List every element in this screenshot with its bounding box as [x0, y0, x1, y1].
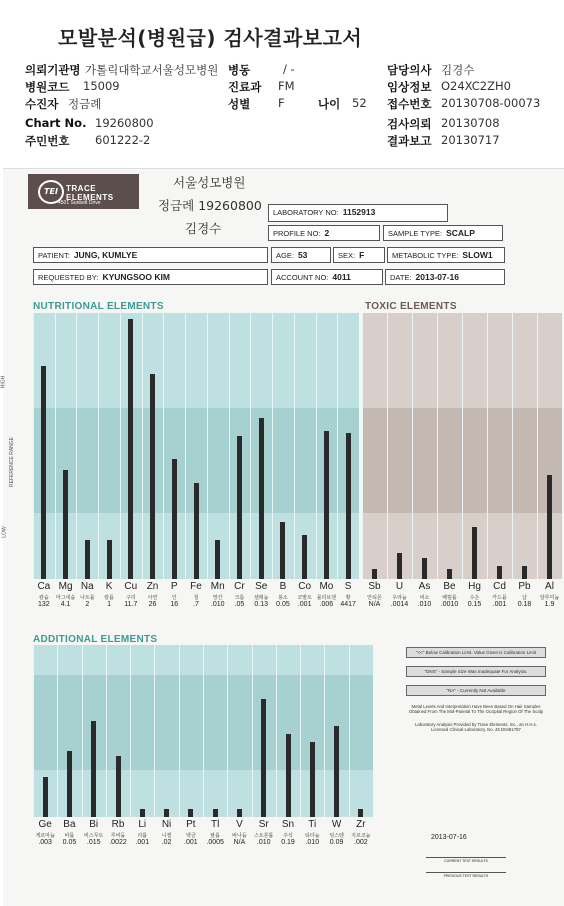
bar-V: [237, 809, 242, 817]
info-key: 진료과: [228, 80, 262, 94]
side-high: HIGH: [0, 375, 7, 389]
bar-Pt: [188, 809, 193, 817]
element-value: 0.15: [467, 601, 482, 608]
info-key: 나이: [318, 97, 341, 111]
element-korean: 우라늄: [392, 595, 407, 601]
element-value: .010: [417, 601, 432, 608]
element-korean: 탈륨: [210, 833, 220, 839]
element-korean: 안티몬: [367, 595, 382, 601]
element-label: K: [105, 581, 113, 592]
info-value: 52: [352, 96, 367, 110]
element-value: .003: [38, 839, 52, 846]
element-label: Ti: [308, 819, 317, 830]
element-value: 132: [38, 601, 50, 608]
info-key: 결과보고: [387, 134, 432, 148]
element-label: Cd: [493, 581, 506, 592]
additional-title: ADDITIONAL ELEMENTS: [33, 634, 158, 645]
element-label: V: [236, 819, 243, 830]
handwritten-hospital: 서울성모병원: [173, 175, 246, 190]
element-label: B: [279, 581, 287, 592]
logo-text: TRACE ELEMENTS: [66, 184, 114, 202]
element-korean: 마그네슘: [55, 595, 76, 601]
logo-sub: 4501 Sunbelt Drive: [58, 200, 101, 206]
note-item: "DNS" - Sample Size Was Inadequate For Analysis.: [406, 666, 546, 677]
bottom-date: 2013-07-16: [431, 834, 467, 841]
info-value: 20130708-00073: [441, 96, 541, 110]
report-scan: [0, 168, 564, 906]
logo-icon: TEI: [38, 180, 64, 204]
element-label: Zn: [146, 581, 159, 592]
sex-box: SEX: F: [333, 247, 385, 263]
bar-W: [334, 726, 339, 817]
info-value: 김경수: [441, 63, 475, 77]
bar-Cd: [497, 566, 502, 579]
element-value: .0022: [109, 839, 127, 846]
element-label: Sb: [368, 581, 381, 592]
element-value: .010: [210, 601, 225, 608]
element-korean: 루비듐: [110, 833, 126, 839]
info-key: 의뢰기관명: [25, 63, 81, 77]
bar-Se: [259, 418, 264, 579]
element-value: 2: [85, 601, 90, 608]
lab-logo: [28, 174, 139, 209]
element-label: Al: [545, 581, 554, 592]
metabolic-box: METABOLIC TYPE: SLOW1: [387, 247, 505, 263]
element-value: 16: [170, 601, 179, 608]
element-value: 26: [148, 601, 157, 608]
sample-box: SAMPLE TYPE: SCALP: [383, 225, 503, 241]
info-value: F: [278, 96, 285, 110]
element-value: 0.19: [281, 839, 295, 846]
element-value: 11.7: [124, 601, 138, 608]
element-value: 4.1: [60, 601, 71, 608]
element-label: Ge: [38, 819, 52, 830]
element-label: Cr: [234, 581, 245, 592]
lab-no-box: LABORATORY NO: 1152913: [268, 204, 448, 222]
bar-Cr: [237, 436, 242, 579]
info-key: 수진자: [25, 97, 59, 111]
info-key: 접수번호: [387, 97, 432, 111]
bar-K: [107, 540, 112, 579]
bar-Fe: [194, 483, 199, 579]
element-label: Ca: [37, 581, 51, 592]
bar-Sn: [286, 734, 291, 817]
info-value: 가톨릭대학교서울성모병원: [85, 63, 219, 77]
element-value: 1: [107, 601, 112, 608]
element-value: .001: [135, 839, 150, 846]
element-value: .006: [319, 601, 334, 608]
element-korean: 황: [345, 595, 351, 601]
element-value: .001: [184, 839, 198, 846]
element-label: Pb: [518, 581, 531, 592]
info-key: 검사의뢰: [387, 117, 432, 131]
profile-box: PROFILE NO: 2: [268, 225, 380, 241]
bar-Ge: [43, 777, 48, 817]
info-key: 임상정보: [387, 80, 432, 94]
bar-Li: [140, 809, 145, 817]
info-value: 정금례: [68, 97, 102, 111]
element-value: .002: [354, 839, 368, 846]
element-value: 0.09: [329, 839, 344, 846]
note-item: Laboratory Analysis Provided by Trace Elements, Inc., an H.H.s. Licensed Clinical Laboratory, No. 45 D0481787: [414, 722, 538, 732]
bar-Ti: [310, 742, 315, 817]
element-value: .7: [193, 601, 199, 608]
element-korean: 텅스텐: [329, 833, 344, 839]
element-label: Mo: [319, 581, 334, 592]
element-value: 4417: [340, 601, 356, 608]
info-value: O24XC2ZH0: [441, 79, 511, 93]
current-label: CURRENT TEST RESULTS: [426, 857, 506, 863]
element-label: Sn: [281, 819, 295, 830]
bar-P: [172, 459, 177, 579]
bar-Ca: [41, 366, 46, 579]
element-korean: 카드뮴: [492, 595, 507, 601]
bar-Ba: [67, 751, 72, 817]
element-korean: 베릴륨: [442, 595, 457, 601]
element-korean: 철: [193, 595, 199, 601]
element-label: Fe: [190, 581, 202, 592]
bar-Mo: [324, 431, 329, 579]
element-value: .0005: [206, 839, 224, 846]
element-value: .0014: [390, 601, 409, 608]
element-korean: 지르코늄: [351, 833, 371, 839]
age-box: AGE: 53: [271, 247, 331, 263]
element-value: .0010: [440, 601, 459, 608]
element-label: Be: [443, 581, 456, 592]
element-label: Li: [138, 819, 147, 830]
info-key: 병원코드: [25, 80, 70, 94]
bar-Mg: [63, 470, 68, 579]
element-label: Hg: [468, 581, 481, 592]
bar-B: [280, 522, 285, 579]
element-label: Ni: [161, 819, 172, 830]
element-value: .001: [297, 601, 312, 608]
element-value: N/A: [233, 839, 246, 846]
element-value: .02: [161, 839, 172, 846]
bar-Mn: [215, 540, 220, 579]
date-box: DATE: 2013-07-16: [385, 269, 505, 285]
element-korean: 코발트: [297, 595, 312, 601]
bar-Rb: [116, 756, 121, 817]
handwritten-patient: 정금례 19260800: [158, 198, 262, 213]
element-label: Ba: [63, 819, 76, 830]
element-korean: 나트륨: [80, 595, 95, 601]
element-korean: 티타늄: [305, 833, 320, 839]
element-label: P: [170, 581, 178, 592]
element-korean: 비소: [419, 595, 430, 601]
element-value: 1.9: [544, 601, 555, 608]
bar-Bi: [91, 721, 96, 817]
element-korean: 칼슘: [39, 595, 49, 601]
bar-U: [397, 553, 402, 579]
bar-As: [422, 558, 427, 579]
element-korean: 납: [522, 595, 527, 601]
side-ref: REFERENCE RANGE: [9, 436, 16, 488]
element-korean: 인: [171, 595, 177, 601]
element-korean: 칼륨: [104, 595, 114, 601]
bar-Sr: [261, 699, 266, 817]
element-label: U: [395, 581, 404, 592]
bar-Be: [447, 569, 452, 579]
bar-Co: [302, 535, 307, 579]
element-korean: 수은: [469, 595, 480, 601]
bar-S: [346, 433, 351, 579]
info-value: 19260800: [95, 116, 154, 130]
toxic-title: TOXIC ELEMENTS: [365, 301, 457, 312]
element-label: Mg: [58, 581, 73, 592]
element-label: W: [331, 819, 342, 830]
info-value: 601222-2: [95, 133, 151, 147]
info-key: Chart No.: [25, 116, 87, 130]
info-value: / -: [283, 62, 295, 76]
info-value: 20130717: [441, 133, 500, 147]
element-korean: 바륨: [64, 833, 75, 839]
info-key: 병동: [228, 63, 251, 77]
previous-label: PREVIOUS TEST RESULTS: [426, 872, 506, 878]
element-label: Tl: [210, 819, 220, 830]
note-item: "NA" - Currently Not Available: [406, 685, 546, 696]
bar-Tl: [213, 809, 218, 817]
element-korean: 비스무트: [84, 833, 104, 839]
element-label: Bi: [89, 819, 99, 830]
element-value: N/A: [368, 601, 381, 608]
element-korean: 스트론튬: [254, 833, 274, 839]
patient-box: PATIENT: JUNG, KUMLYE: [33, 247, 268, 263]
element-label: Co: [298, 581, 312, 592]
element-label: Mn: [210, 581, 225, 592]
info-key: 성별: [228, 97, 251, 111]
element-label: Rb: [111, 819, 125, 830]
element-korean: 백금: [186, 833, 196, 839]
element-korean: 아연: [147, 595, 158, 601]
element-label: Na: [80, 581, 94, 592]
note-item: "<<" Below Calibration Limit. Value Given is Calibration Limit: [406, 647, 546, 658]
requested-box: REQUESTED BY: KYUNGSOO KIM: [33, 269, 268, 285]
element-korean: 망간: [212, 595, 223, 601]
element-korean: 주석: [283, 833, 293, 839]
element-korean: 리튬: [137, 833, 148, 839]
element-korean: 니켈: [161, 833, 172, 839]
info-key: 주민번호: [25, 134, 70, 148]
patient-info: [0, 56, 564, 166]
element-label: Zr: [356, 819, 366, 830]
element-value: .001: [492, 601, 507, 608]
info-value: FM: [278, 79, 295, 93]
info-value: 20130708: [441, 116, 500, 130]
element-value: 0.13: [254, 601, 268, 608]
element-korean: 셀레늄: [253, 595, 269, 601]
info-key: 담당의사: [387, 63, 432, 77]
note-item: Metal Levels And Interpretation Have Been Based On Hair Samples Obtained From The Mid-Parietal To The Occipital Region Of The Scalp: [408, 704, 544, 714]
element-label: Pt: [186, 819, 196, 830]
bar-Sb: [372, 569, 377, 579]
bar-Hg: [472, 527, 477, 579]
element-korean: 바나듐: [232, 833, 247, 839]
element-korean: 크롬: [234, 595, 245, 601]
element-value: 0.05: [62, 839, 77, 846]
bar-Pb: [522, 566, 527, 579]
bar-Zn: [150, 374, 155, 579]
element-value: .010: [256, 839, 271, 846]
bar-Cu: [128, 319, 133, 579]
element-value: 0.05: [276, 601, 290, 608]
element-value: .010: [305, 839, 320, 846]
bar-Al: [547, 475, 552, 579]
side-low: LOW: [1, 526, 8, 538]
account-box: ACCOUNT NO: 4011: [271, 269, 383, 285]
element-korean: 구리: [125, 595, 136, 601]
element-korean: 붕소: [278, 595, 288, 601]
report-notes: [406, 647, 546, 740]
element-value: .015: [86, 839, 101, 846]
page-title: 모발분석(병원급) 검사결과보고서: [58, 26, 363, 50]
element-korean: 알루미늄: [539, 595, 560, 601]
element-label: S: [344, 581, 352, 592]
element-label: Sr: [258, 819, 269, 830]
bar-Na: [85, 540, 90, 579]
element-value: .05: [234, 601, 245, 608]
element-label: Cu: [124, 581, 138, 592]
nutritional-title: NUTRITIONAL ELEMENTS: [33, 301, 164, 312]
element-label: Se: [255, 581, 268, 592]
handwritten-doctor: 김경수: [185, 221, 222, 236]
element-label: As: [418, 581, 431, 592]
element-korean: 몰리브덴: [316, 595, 337, 601]
bar-Zr: [358, 809, 363, 817]
info-value: 15009: [83, 79, 120, 93]
element-korean: 게르마늄: [35, 833, 55, 839]
element-value: 0.18: [517, 601, 532, 608]
bar-Ni: [164, 809, 169, 817]
